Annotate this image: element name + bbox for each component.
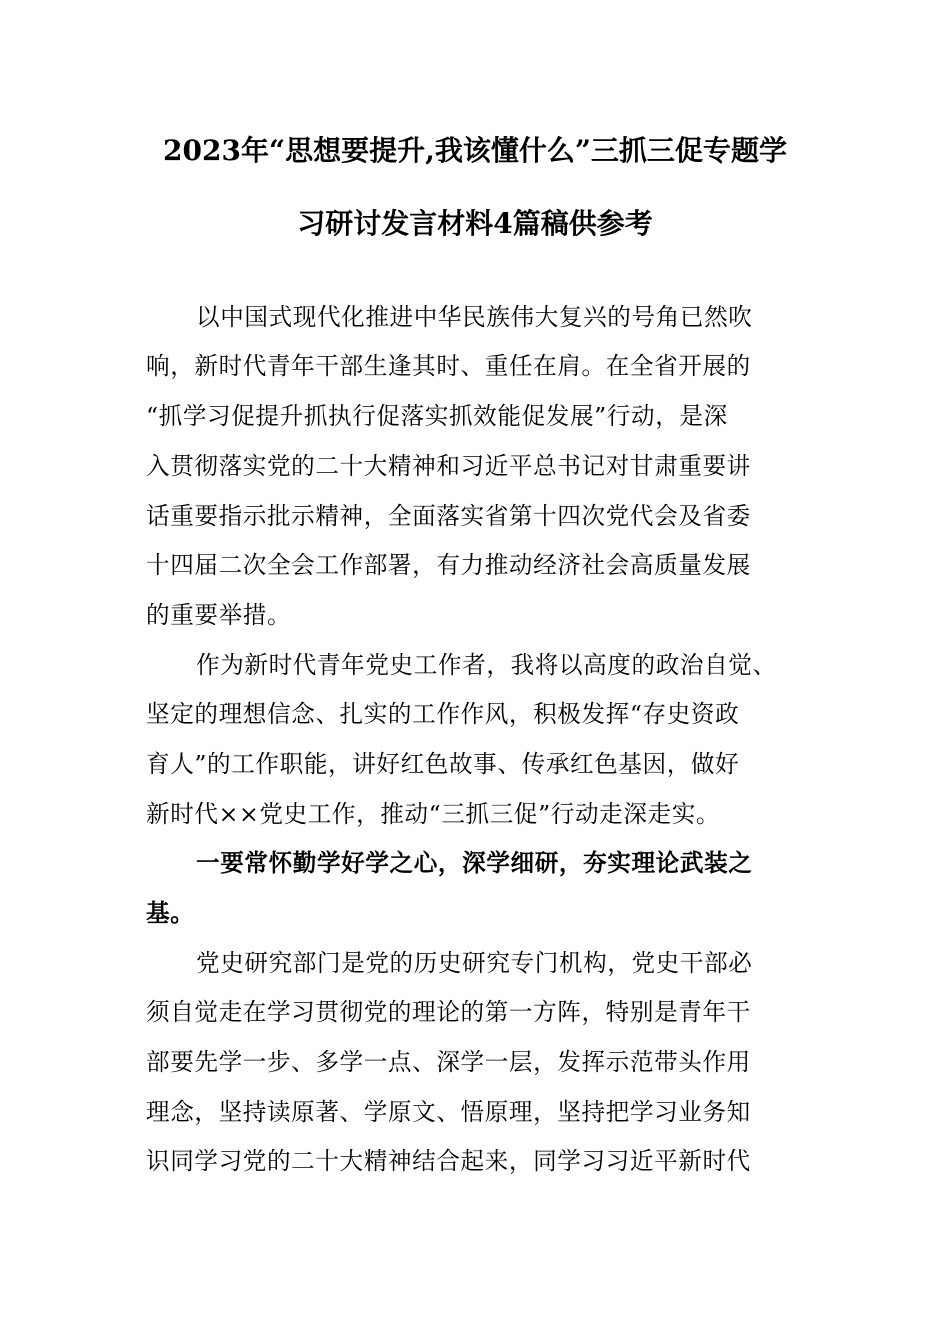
paragraph-2-line-1: 作为新时代青年党史工作者，我将以高度的政治自觉、	[196, 651, 777, 679]
section-heading-line-1: 一要常怀勤学好学之心，深学细研，夯实理论武装之	[196, 849, 753, 877]
paragraph-2-line-2: 坚定的理想信念、扎实的工作作风，积极发挥“存史资政	[146, 700, 740, 728]
paragraph-2-line-3: 育人”的工作职能，讲好红色故事、传承红色基因，做好	[146, 750, 740, 778]
paragraph-1-line-6: 十四届二次全会工作部署，有力推动经济社会高质量发展	[146, 551, 751, 579]
section-heading-line-2: 基。	[146, 899, 195, 927]
document-title-line-1: 2023年“思想要提升,我该懂什么”三抓三促专题学	[163, 134, 787, 167]
paragraph-1-line-5: 话重要指示批示精神，全面落实省第十四次党代会及省委	[146, 502, 751, 530]
paragraph-1-line-7: 的重要举措。	[146, 601, 292, 629]
paragraph-1-line-2: 响，新时代青年干部生逢其时、重任在肩。在全省开展的	[146, 352, 751, 380]
paragraph-2-line-4: 新时代××党史工作，推动“三抓三促”行动走深走实。	[146, 800, 721, 828]
paragraph-3-line-4: 理念，坚持读原著、学原文、悟原理，坚持把学习业务知	[146, 1098, 751, 1126]
paragraph-3-line-1: 党史研究部门是党的历史研究专门机构，党史干部必	[196, 949, 753, 977]
paragraph-1-line-3: “抓学习促提升抓执行促落实抓效能促发展”行动，是深	[146, 402, 728, 430]
paragraph-1-line-1: 以中国式现代化推进中华民族伟大复兴的号角已然吹	[196, 303, 753, 331]
paragraph-1-line-4: 入贯彻落实党的二十大精神和习近平总书记对甘肃重要讲	[146, 452, 751, 480]
document-title-line-2: 习研讨发言材料4篇稿供参考	[297, 207, 653, 240]
paragraph-3-line-3: 部要先学一步、多学一点、深学一层，发挥示范带头作用	[146, 1048, 751, 1076]
paragraph-3-line-2: 须自觉走在学习贯彻党的理论的第一方阵，特别是青年干	[146, 998, 751, 1026]
paragraph-3-line-5: 识同学习党的二十大精神结合起来，同学习习近平新时代	[146, 1147, 751, 1175]
